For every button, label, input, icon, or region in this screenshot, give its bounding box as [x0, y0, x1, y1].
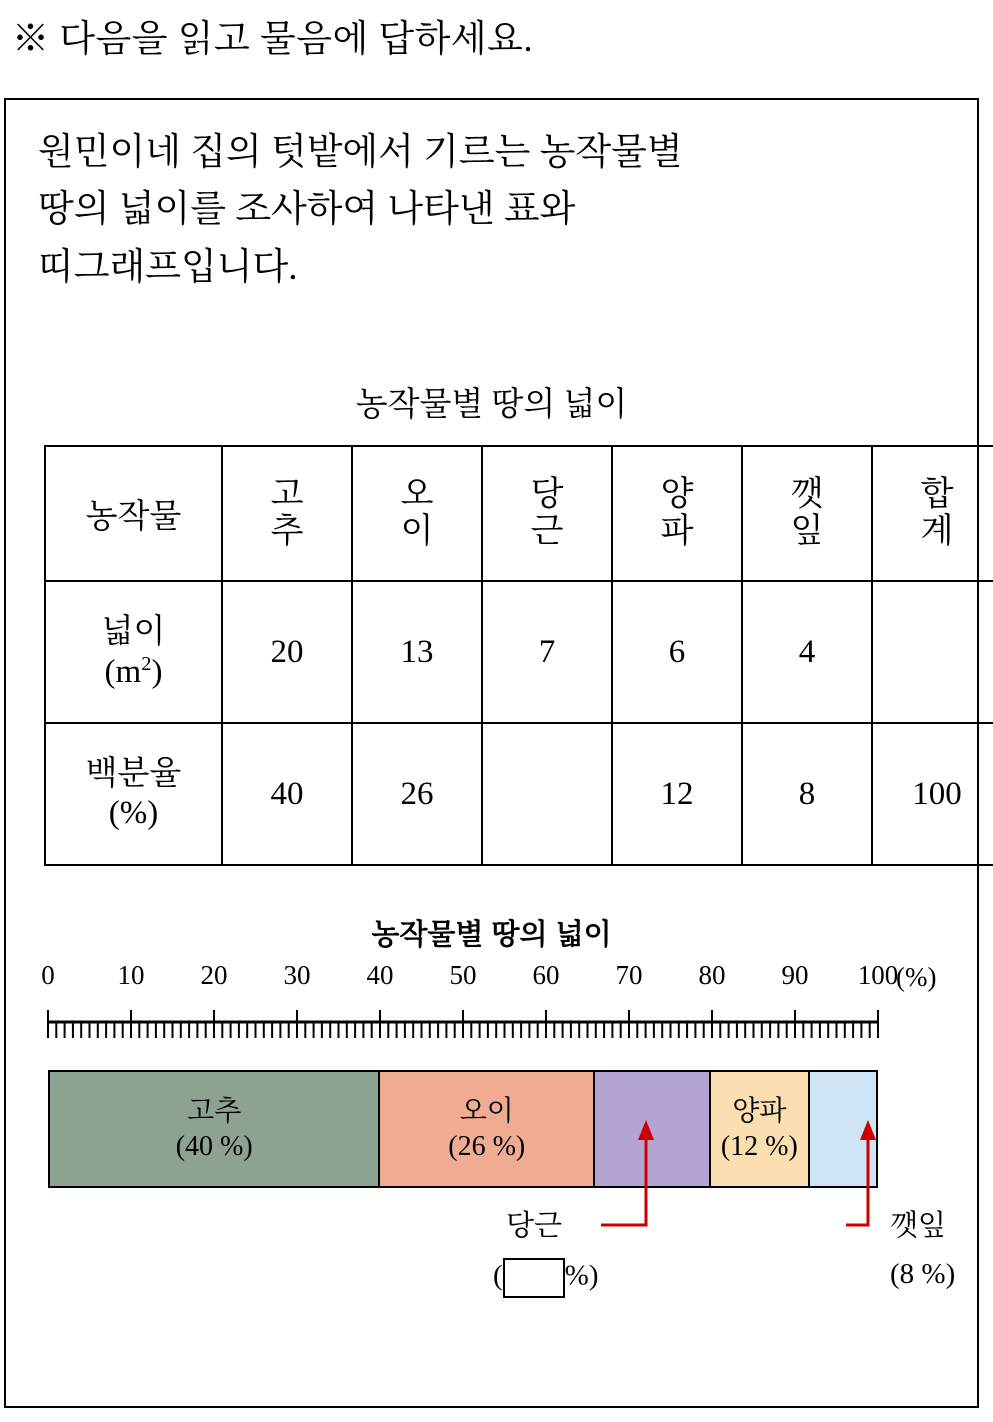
problem-box: [4, 98, 979, 1408]
axis-tick-100: 100: [857, 960, 899, 990]
band-segment-oi-label: 오이: [459, 1096, 514, 1127]
axis-tick-80: 80: [698, 960, 726, 990]
table-header-cell: 양 파: [612, 446, 742, 581]
callout-danggeun-paren-close: %): [564, 1259, 599, 1292]
prompt-line-3: 띠그래프입니다.: [38, 246, 298, 288]
cell-percent-total: 100: [872, 723, 993, 865]
cell-area-kkaennip: 4: [742, 581, 872, 723]
axis-tick-0: 0: [41, 960, 55, 990]
band-segment-gochu-percent: (40 %): [175, 1131, 253, 1162]
table-header-cell: 당 근: [482, 446, 612, 581]
band-segment-yangpa-label: 양파: [732, 1096, 787, 1127]
axis-tick-10: 10: [117, 960, 145, 990]
cell-percent-oi: 26: [352, 723, 482, 865]
row-label-area-line2: $(m^2)$: [104, 652, 163, 690]
axis-tick-40: 40: [366, 960, 394, 990]
band-segment-yangpa-percent: (12 %): [720, 1131, 798, 1162]
prompt-line-1: 원민이네 집의 텃밭에서 기르는 농작물별: [38, 132, 683, 173]
table-header-cell: 고 추: [222, 446, 352, 581]
cell-area-total: [872, 581, 993, 723]
table-header-cell: 오 이: [352, 446, 482, 581]
crop-area-table: [44, 445, 993, 866]
table-row-percent: [45, 723, 993, 865]
table-header-cell: 합 계: [872, 446, 993, 581]
graph-title: 농작물별 땅의 넓이: [371, 919, 612, 951]
row-label-percent-line1: 백분율: [85, 756, 182, 793]
row-label-area-line1: 넓이: [101, 613, 166, 650]
axis-tick-90: 90: [781, 960, 809, 990]
cell-percent-danggeun: [482, 723, 612, 865]
cell-area-gochu: 20: [222, 581, 352, 723]
axis-tick-20: 20: [200, 960, 228, 990]
cell-area-danggeun: 7: [482, 581, 612, 723]
band-segment-oi-percent: (26 %): [448, 1131, 526, 1162]
band-graph: [6, 960, 977, 1400]
callout-kkaennip-percent: (8 %): [890, 1258, 956, 1290]
axis-tick-50: 50: [449, 960, 477, 990]
cell-percent-gochu: 40: [222, 723, 352, 865]
instruction-line: ※ 다음을 읽고 물음에 답하세요.: [12, 19, 534, 60]
axis-tick-60: 60: [532, 960, 560, 990]
cell-area-yangpa: 6: [612, 581, 742, 723]
table-header-label: 농작물: [45, 446, 222, 581]
axis-tick-70: 70: [615, 960, 643, 990]
answer-blank-box[interactable]: [503, 1258, 565, 1298]
prompt-text: [38, 124, 938, 296]
callout-danggeun-name: 당근: [506, 1210, 563, 1242]
callout-danggeun-percent: [493, 1258, 599, 1298]
band-segment-gochu-label: 고추: [187, 1096, 242, 1127]
row-label-percent-line2: (%): [108, 795, 159, 831]
cell-percent-yangpa: 12: [612, 723, 742, 865]
callout-danggeun-paren-open: (: [493, 1259, 503, 1292]
axis-tick-30: 30: [283, 960, 311, 990]
table-row-area: [45, 581, 993, 723]
callout-kkaennip-name: 깻잎: [890, 1210, 947, 1242]
cell-percent-kkaennip: 8: [742, 723, 872, 865]
axis-unit-label: (%): [896, 962, 937, 992]
callout-arrows: [6, 960, 993, 1400]
prompt-line-2: 땅의 넓이를 조사하여 나타낸 표와: [38, 189, 576, 231]
table-header-cell: 깻 잎: [742, 446, 872, 581]
row-label-area: [45, 581, 222, 723]
table-header-row: [45, 446, 993, 581]
table-title: 농작물별 땅의 넓이: [355, 387, 628, 423]
row-label-percent: [45, 723, 222, 865]
cell-area-oi: 13: [352, 581, 482, 723]
